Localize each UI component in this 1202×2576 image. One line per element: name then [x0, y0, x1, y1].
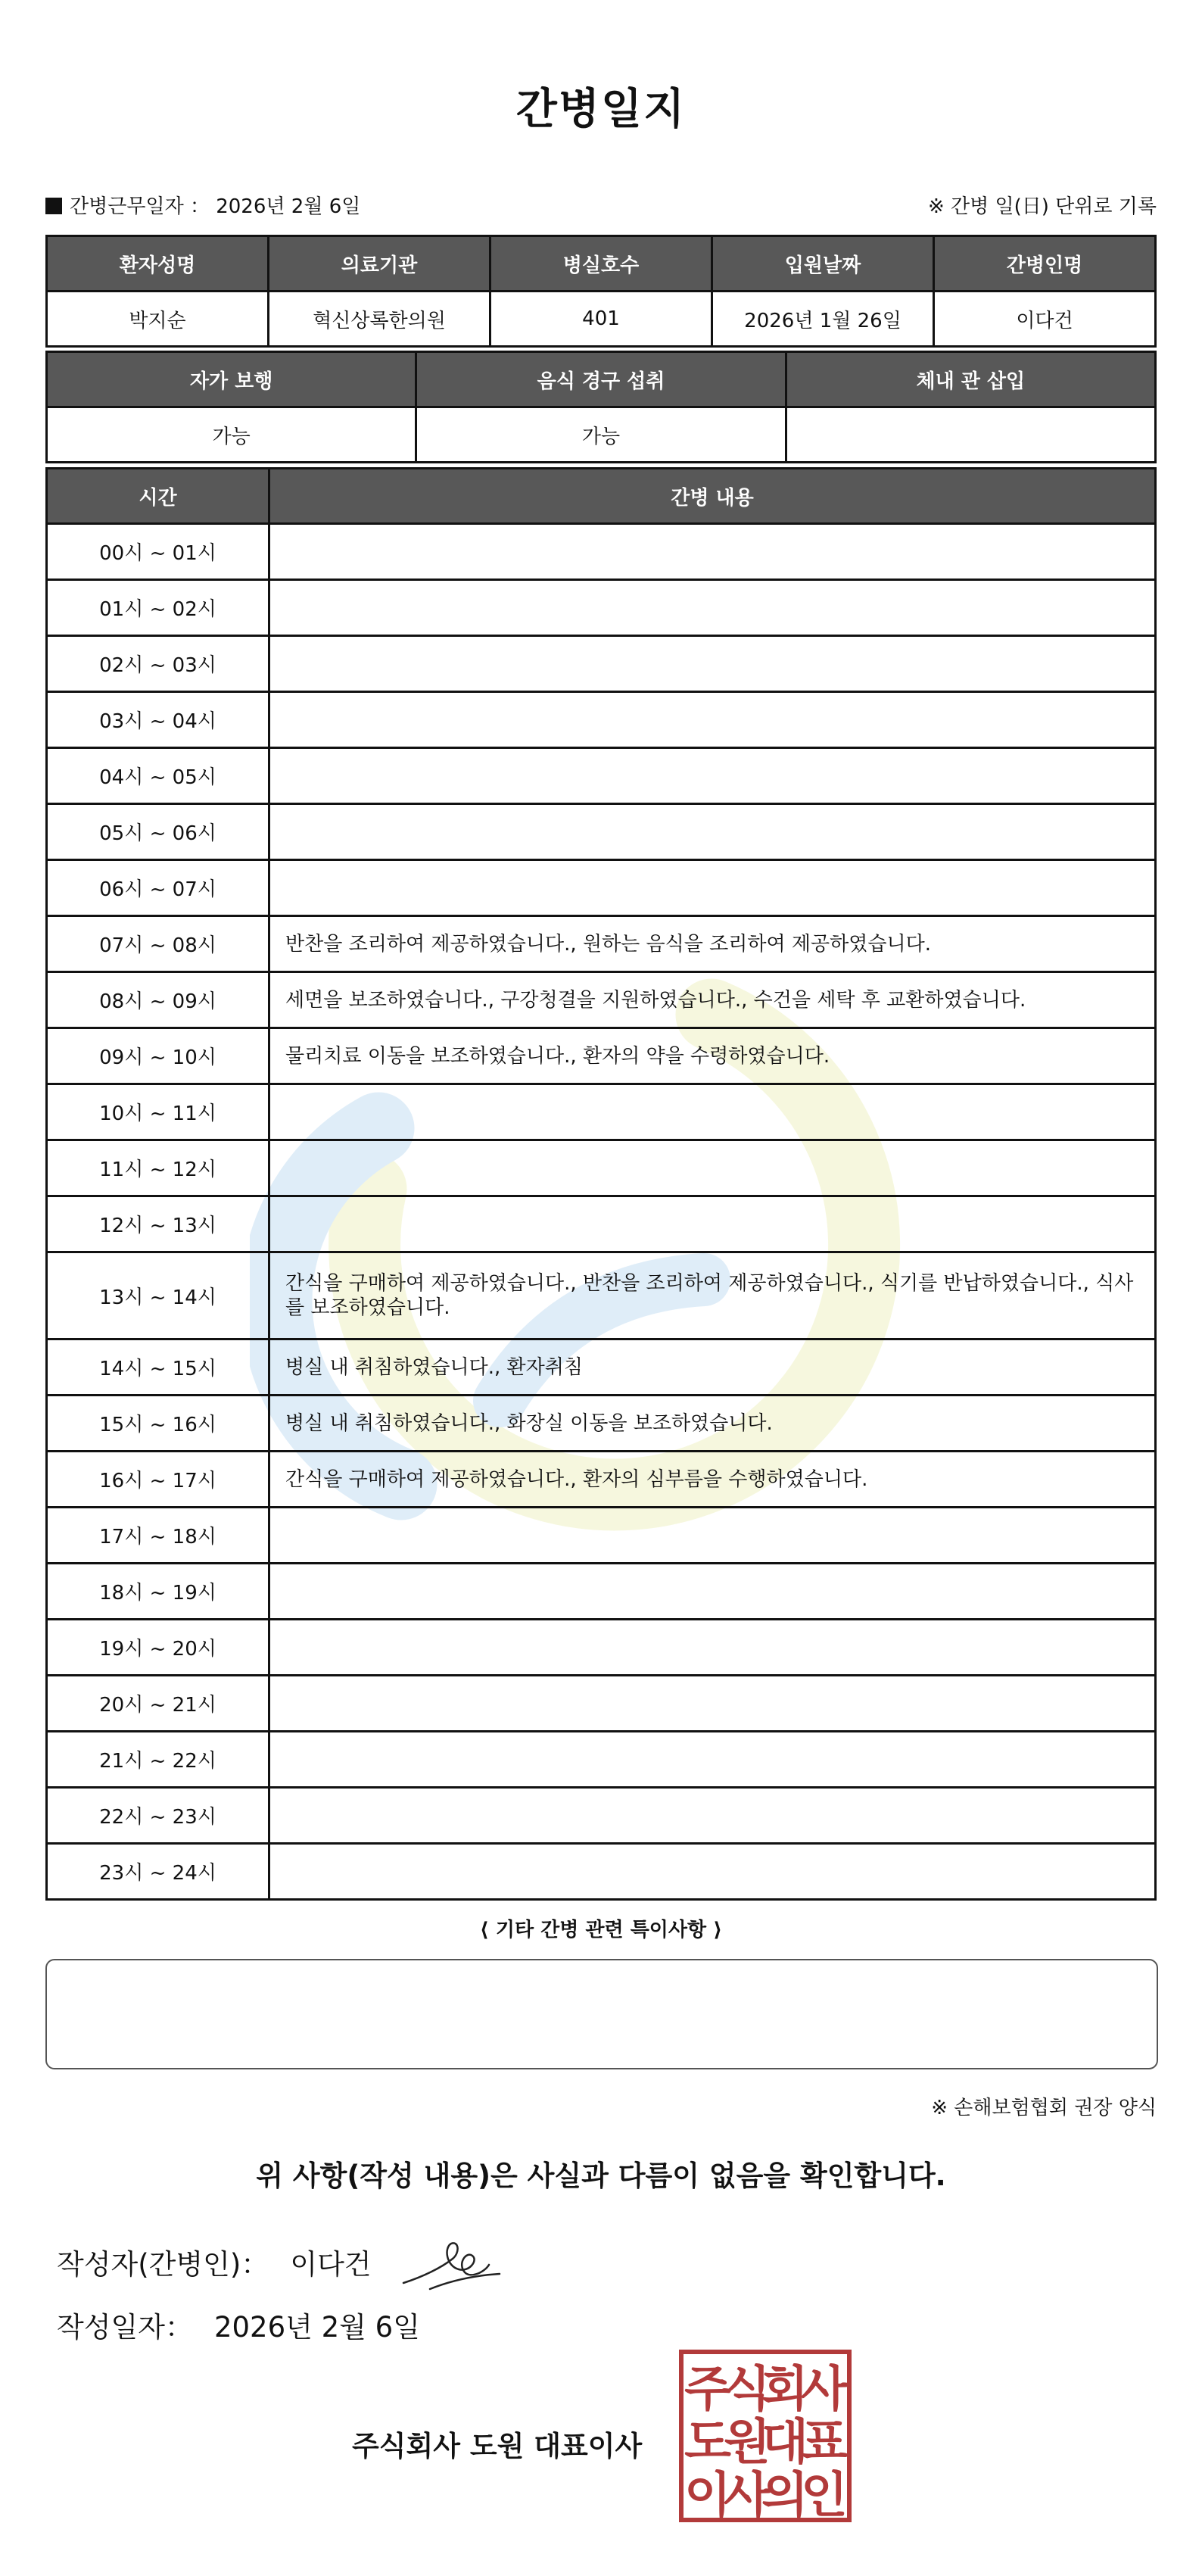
time-slot: 12시 ~ 13시 — [47, 1196, 269, 1252]
table-row — [47, 804, 1156, 860]
table-row — [47, 692, 1156, 748]
time-slot: 19시 ~ 20시 — [47, 1620, 269, 1676]
svg-text:표: 표 — [801, 2415, 848, 2471]
table-row — [47, 1452, 1156, 1508]
time-slot: 15시 ~ 16시 — [47, 1396, 269, 1452]
patient-name: 박지순 — [47, 292, 269, 347]
time-slot: 03시 ~ 04시 — [47, 692, 269, 748]
svg-text:식: 식 — [724, 2362, 771, 2418]
care-content — [269, 1140, 1156, 1196]
table-row — [47, 1508, 1156, 1564]
time-slot: 08시 ~ 09시 — [47, 972, 269, 1028]
record-note: ※ 간병 일(日) 단위로 기록 — [927, 195, 1157, 218]
svg-text:주: 주 — [684, 2362, 731, 2418]
table-row — [47, 524, 1156, 580]
table-row — [47, 1252, 1156, 1339]
author-line — [57, 2241, 372, 2282]
care-log-table — [45, 467, 1157, 1901]
table-row — [47, 1620, 1156, 1676]
work-date — [45, 191, 360, 219]
time-slot: 21시 ~ 22시 — [47, 1732, 269, 1788]
time-slot: 17시 ~ 18시 — [47, 1508, 269, 1564]
svg-text:대: 대 — [761, 2415, 808, 2471]
care-content — [269, 1196, 1156, 1252]
care-content — [269, 1084, 1156, 1140]
care-content: 반찬을 조리하여 제공하였습니다., 원하는 음식을 조리하여 제공하였습니다. — [269, 916, 1156, 972]
written-date-label: 작성일자： — [57, 2311, 193, 2344]
time-slot: 20시 ~ 21시 — [47, 1676, 269, 1732]
table-row — [47, 1028, 1156, 1084]
care-content — [269, 580, 1156, 636]
page-title: 간병일지 — [515, 85, 687, 134]
header-tube-insertion: 체내 관 삽입 — [786, 352, 1155, 407]
patient-info-table — [45, 235, 1157, 348]
care-content: 간식을 구매하여 제공하였습니다., 반찬을 조리하여 제공하였습니다., 식기를 반납하였습니다., 식사를 보조하였습니다. — [269, 1252, 1156, 1339]
svg-text:도: 도 — [684, 2415, 731, 2471]
svg-text:회: 회 — [761, 2362, 808, 2418]
care-content: 물리치료 이동을 보조하였습니다., 환자의 약을 수령하였습니다. — [269, 1028, 1156, 1084]
self-walking: 가능 — [47, 407, 416, 463]
svg-text:원: 원 — [724, 2415, 771, 2471]
table-row — [47, 1564, 1156, 1620]
confirmation-statement: 위 사항(작성 내용)은 사실과 다름이 없음을 확인합니다. — [256, 2160, 946, 2192]
written-date-line — [57, 2304, 420, 2345]
care-content — [269, 748, 1156, 804]
square-bullet-icon — [45, 198, 62, 214]
care-content — [269, 1564, 1156, 1620]
time-slot: 04시 ~ 05시 — [47, 748, 269, 804]
care-content — [269, 692, 1156, 748]
time-slot: 05시 ~ 06시 — [47, 804, 269, 860]
time-slot: 00시 ~ 01시 — [47, 524, 269, 580]
notes-box — [45, 1959, 1158, 2069]
care-content: 간식을 구매하여 제공하였습니다., 환자의 심부름을 수행하였습니다. — [269, 1452, 1156, 1508]
author-label: 작성자(간병인)： — [57, 2248, 269, 2281]
header-care-content: 간병 내용 — [269, 469, 1156, 524]
table-row — [47, 972, 1156, 1028]
care-content — [269, 524, 1156, 580]
admission-date: 2026년 1월 26일 — [712, 292, 934, 347]
table-row — [47, 1788, 1156, 1844]
header-institution: 의료기관 — [269, 236, 490, 292]
time-slot: 18시 ~ 19시 — [47, 1564, 269, 1620]
table-row — [47, 1339, 1156, 1396]
caregiver-name: 이다건 — [934, 292, 1156, 347]
header-self-walking: 자가 보행 — [47, 352, 416, 407]
patient-status-table — [45, 351, 1157, 463]
care-content — [269, 1732, 1156, 1788]
time-slot: 22시 ~ 23시 — [47, 1788, 269, 1844]
care-content — [269, 1788, 1156, 1844]
svg-text:의: 의 — [761, 2468, 808, 2522]
work-date-text: 간병근무일자 ： 2026년 2월 6일 — [70, 195, 361, 218]
table-row — [47, 1844, 1156, 1900]
table-row — [47, 1140, 1156, 1196]
time-slot: 10시 ~ 11시 — [47, 1084, 269, 1140]
written-date-value: 2026년 2월 6일 — [213, 2311, 420, 2344]
care-content: 병실 내 취침하였습니다., 환자취침 — [269, 1339, 1156, 1396]
care-content — [269, 1676, 1156, 1732]
time-slot: 06시 ~ 07시 — [47, 860, 269, 916]
table-row — [47, 580, 1156, 636]
institution: 혁신상록한의원 — [269, 292, 490, 347]
care-content — [269, 1508, 1156, 1564]
table-row — [47, 1084, 1156, 1140]
header-caregiver-name: 간병인명 — [934, 236, 1156, 292]
time-slot: 09시 ~ 10시 — [47, 1028, 269, 1084]
care-content — [269, 1844, 1156, 1900]
notes-title: ⟨ 기타 간병 관련 특이사항 ⟩ — [479, 1919, 723, 1941]
time-slot: 16시 ~ 17시 — [47, 1452, 269, 1508]
svg-text:사: 사 — [801, 2362, 848, 2418]
time-slot: 23시 ~ 24시 — [47, 1844, 269, 1900]
time-slot: 01시 ~ 02시 — [47, 580, 269, 636]
signature-icon — [400, 2230, 506, 2298]
company-signature: 주식회사 도원 대표이사 — [352, 2430, 643, 2462]
tube-insertion — [786, 407, 1155, 463]
header-room-number: 병실호수 — [490, 236, 712, 292]
care-content — [269, 860, 1156, 916]
table-row — [47, 916, 1156, 972]
header-time: 시간 — [47, 469, 269, 524]
care-content: 병실 내 취침하였습니다., 화장실 이동을 보조하였습니다. — [269, 1396, 1156, 1452]
table-row — [47, 1732, 1156, 1788]
time-slot: 14시 ~ 15시 — [47, 1339, 269, 1396]
header-oral-intake: 음식 경구 섭취 — [416, 352, 786, 407]
care-content — [269, 804, 1156, 860]
time-slot: 13시 ~ 14시 — [47, 1252, 269, 1339]
header-admission-date: 입원날짜 — [712, 236, 934, 292]
svg-text:이: 이 — [684, 2468, 731, 2522]
svg-text:인: 인 — [801, 2468, 848, 2522]
room-number: 401 — [490, 292, 712, 347]
time-slot: 07시 ~ 08시 — [47, 916, 269, 972]
care-content — [269, 1620, 1156, 1676]
care-content — [269, 636, 1156, 692]
svg-text:사: 사 — [724, 2468, 771, 2522]
company-seal-icon — [679, 2350, 852, 2522]
table-row — [47, 1676, 1156, 1732]
time-slot: 02시 ~ 03시 — [47, 636, 269, 692]
time-slot: 11시 ~ 12시 — [47, 1140, 269, 1196]
care-content: 세면을 보조하였습니다., 구강청결을 지원하였습니다., 수건을 세탁 후 교환하였습니다. — [269, 972, 1156, 1028]
header-patient-name: 환자성명 — [47, 236, 269, 292]
oral-intake: 가능 — [416, 407, 786, 463]
table-row — [47, 1396, 1156, 1452]
table-row — [47, 1196, 1156, 1252]
table-row — [47, 748, 1156, 804]
author-name: 이다건 — [290, 2248, 372, 2281]
table-row — [47, 636, 1156, 692]
table-row — [47, 860, 1156, 916]
form-source: ※ 손해보험협회 권장 양식 — [931, 2097, 1157, 2119]
